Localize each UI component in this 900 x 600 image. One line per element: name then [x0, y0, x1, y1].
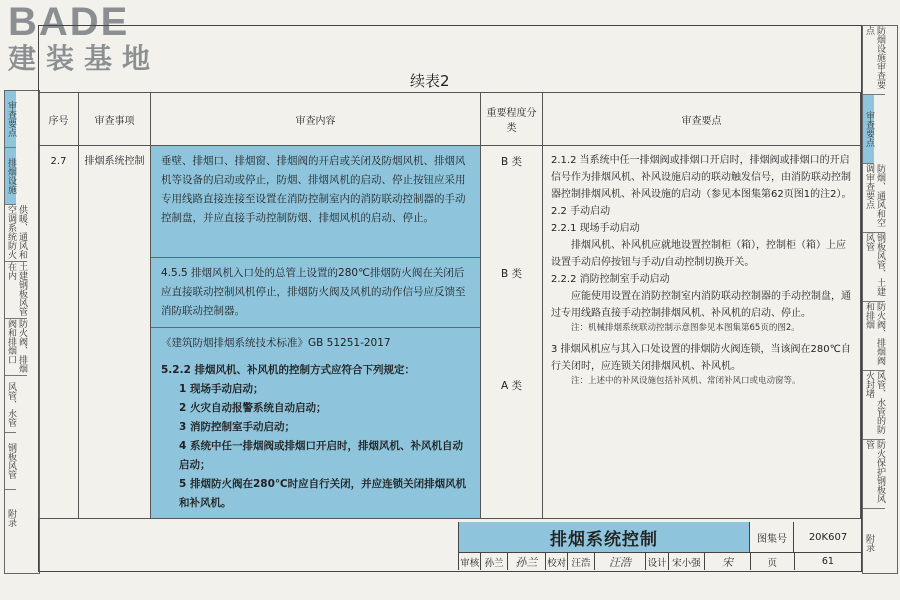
title-block-top	[459, 522, 861, 553]
left-tab[interactable]: 防火阀、排烟阀和排烟口	[5, 319, 27, 376]
standard-item: 4 系统中任一排烟阀或排烟口开启时，排烟风机、补风机自动启动；	[179, 440, 463, 471]
checker-signature: 汪浩	[595, 553, 647, 570]
point-text: 应能使用设置在消防控制室内消防联动控制器的手动控制盘，通过专用线路直接手动控制排烟风机、补风机的启动、停止。	[551, 291, 851, 319]
designer-signature: 宋	[705, 553, 751, 570]
row-no: 2.7	[39, 146, 79, 519]
atlas-label: 图集号	[749, 522, 794, 552]
design-label: 设计	[646, 553, 668, 570]
designer-name: 宋小强	[669, 553, 705, 570]
right-index-strip	[862, 25, 898, 574]
right-tab[interactable]: 防烟、通风和空调审查要点	[863, 164, 885, 233]
right-tab[interactable]: 防烟设施审查要点	[863, 26, 885, 95]
row-content	[151, 146, 481, 519]
point-text: 2.2 手动启动	[551, 206, 611, 217]
standard-clause: 5.2.2 排烟风机、补风机的控制方式应符合下列规定：	[161, 364, 416, 376]
content-block-2: 4.5.5 排烟风机入口处的总管上设置的280℃排烟防火阀在关闭后应直接联动控制风机停止，排烟防火阀及风机的动作信号应反馈至消防联动控制器。	[151, 258, 480, 328]
page-number: 61	[821, 556, 834, 567]
left-tab[interactable]: 审查要点	[5, 91, 16, 148]
left-tab[interactable]: 附录	[6, 509, 16, 527]
severity-label: B 类	[500, 156, 523, 168]
right-tab[interactable]: 审查要点	[863, 95, 874, 164]
left-tab[interactable]: 土建钢板风管在内	[5, 262, 27, 319]
point-text: 3 排烟风机应与其入口处设置的排烟防火阀连锁，当该阀在280℃自行关闭时，应连锁关闭排烟风机、补风机。	[551, 344, 851, 372]
reviewer-name: 孙兰	[481, 553, 507, 570]
logo-text-cn: 建装基地	[8, 43, 161, 74]
header-points: 审查要点	[543, 93, 861, 146]
header-no: 序号	[39, 93, 79, 146]
point-note: 注：上述中的补风设施包括补风机、常闭补风口或电动窗等。	[571, 376, 801, 386]
standard-item: 2 火灾自动报警系统自动启动；	[179, 402, 327, 414]
left-tab[interactable]: 钢板风管	[5, 433, 16, 490]
content-block-1: 垂壁、排烟口、排烟窗、排烟阀的开启或关闭及防烟风机、排烟风机等设备的启动或停止，防烟、排烟风机的启动、停止按钮应采用专用线路直接连接至设置在消防控制室内的消防联动控制器的手动控制盘，并应直接手动控制防烟、排烟风机的启动、停止。	[151, 146, 480, 258]
point-text: 2.2.1 现场手动启动	[551, 223, 640, 234]
left-tab[interactable]: 供暖、通风和空调系统防火	[5, 205, 27, 262]
header-content: 审查内容	[151, 93, 481, 146]
atlas-number: 20K607	[793, 522, 862, 552]
left-tab[interactable]: 风管、水管	[5, 376, 16, 433]
standard-item: 3 消防控制室手动启动；	[179, 421, 295, 433]
table-row	[39, 146, 861, 519]
checker-name: 汪浩	[568, 553, 594, 570]
logo-text-en: BADE	[8, 0, 130, 44]
severity-label: B 类	[500, 268, 523, 280]
point-note: 注：机械排烟系统联动控制示意图参见本图集第65页的图2。	[571, 323, 800, 333]
header-item: 审查事项	[79, 93, 151, 146]
point-text: 排烟风机、补风机应就地设置控制柜（箱），控制柜（箱）上应设置手动启停按钮与手动/自动控制切换开关。	[551, 240, 846, 268]
right-tab[interactable]: 防火保护钢板风管	[863, 440, 885, 509]
left-index-strip	[4, 90, 40, 574]
title-block-bottom	[459, 553, 861, 570]
drawing-name: 排烟系统控制	[459, 522, 749, 552]
right-tab[interactable]: 附录	[864, 534, 874, 552]
row-points	[543, 146, 861, 519]
page-label: 页	[751, 553, 795, 570]
standard-item: 1 现场手动启动；	[179, 383, 264, 395]
header-severity: 重要程度分类	[481, 93, 543, 146]
title-block	[458, 522, 861, 570]
severity-label: A 类	[500, 380, 523, 392]
review-table	[38, 92, 861, 519]
point-text: 2.2.2 消防控制室手动启动	[551, 274, 670, 285]
content-block-3	[151, 328, 480, 518]
standard-item: 5 排烟防火阀在280℃时应自行关闭，并应连锁关闭排烟风机和补风机。	[179, 478, 467, 509]
row-severity	[481, 146, 543, 519]
review-label: 审核	[459, 553, 481, 570]
point-text: 2.1.2 当系统中任一排烟阀或排烟口开启时，排烟阀或排烟口的开启信号作为排烟风机、补风设施启动的联动触发信号，由消防联动控制器控制排烟风机、补风设施的启动（参见本图集第62页图1的注2）。	[551, 155, 852, 200]
table-header-row	[39, 93, 861, 146]
right-tab[interactable]: 风管、水管的防火封堵	[863, 371, 885, 440]
reviewer-signature: 孙兰	[508, 553, 546, 570]
standard-title: 《建筑防烟排烟系统技术标准》GB 51251-2017	[161, 337, 391, 349]
right-tab[interactable]: 钢板风管、土建风管	[863, 233, 885, 302]
left-tab[interactable]: 排烟设施	[5, 148, 16, 205]
page-title: 续表2	[410, 72, 450, 90]
row-item: 排烟系统控制	[79, 146, 151, 519]
check-label: 校对	[546, 553, 568, 570]
right-tab[interactable]: 防火阀、排烟阀和排烟	[863, 302, 885, 371]
